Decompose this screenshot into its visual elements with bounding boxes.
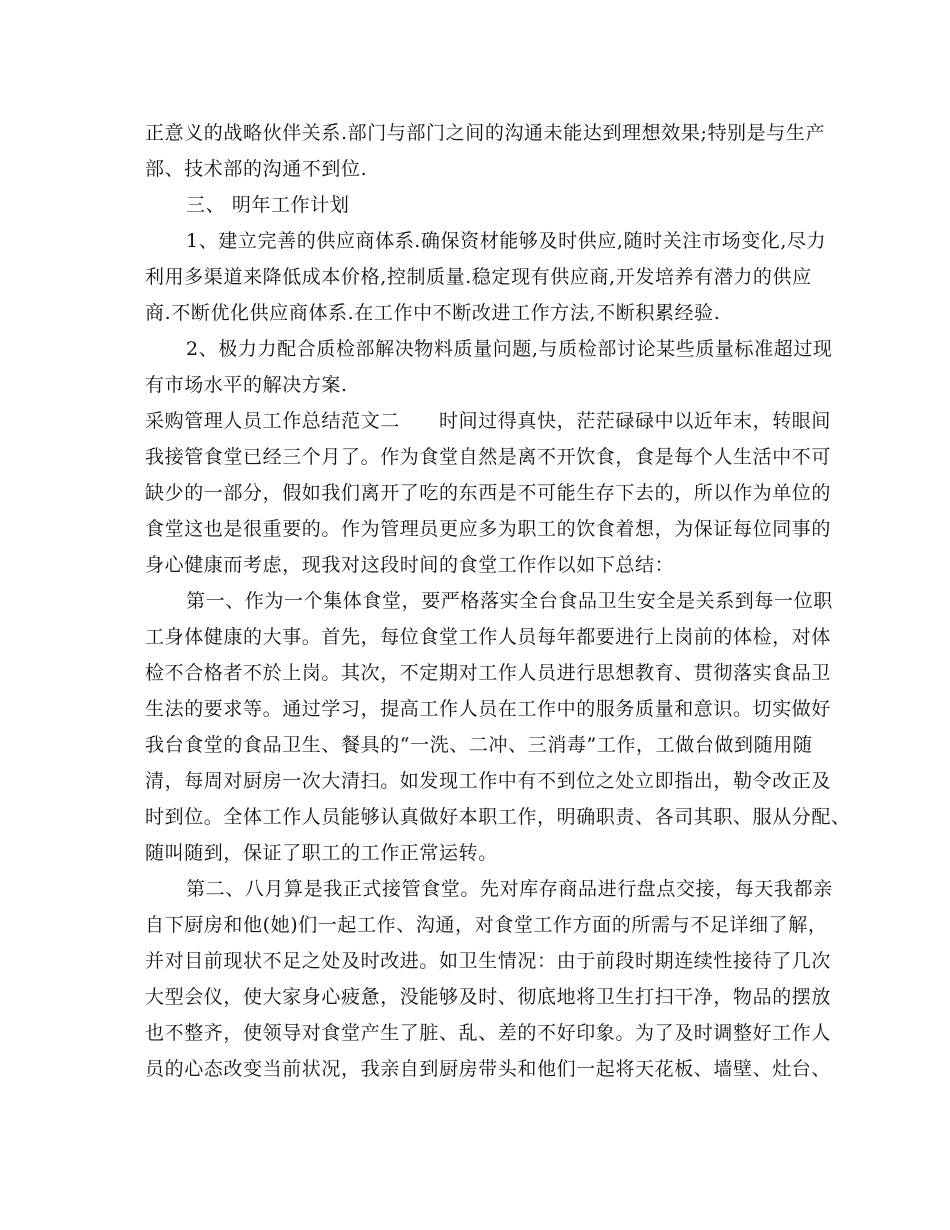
text-line: 1、建立完善的供应商体系.确保资材能够及时供应,随时关注市场变化,尽力 bbox=[186, 230, 827, 252]
text-line: 食堂这也是很重要的。作为管理员更应多为职工的饮食着想，为保证每位同事的 bbox=[145, 518, 832, 540]
text-line: 时到位。全体工作人员能够认真做好本职工作，明确职责、各司其职、服从分配、 bbox=[145, 806, 851, 828]
text-line: 工身体健康的大事。首先，每位食堂工作人员每年都要进行上岗前的体检，对体 bbox=[145, 626, 832, 648]
text-line: 生法的要求等。通过学习，提高工作人员在工作中的服务质量和意识。切实做好 bbox=[145, 698, 832, 720]
text-line: 我台食堂的食品卫生、餐具的“一洗、二冲、三消毒”工作，工做台做到随用随 bbox=[145, 734, 813, 756]
text-line: 第一、作为一个集体食堂，要严格落实全台食品卫生安全是关系到每一位职 bbox=[186, 590, 833, 612]
text-line: 自下厨房和他(她)们一起工作、沟通，对食堂工作方面的所需与不足详细了解， bbox=[145, 914, 828, 936]
text-line: 有市场水平的解决方案. bbox=[145, 374, 348, 396]
text-line: 清，每周对厨房一次大清扫。如发现工作中有不到位之处立即指出，勒令改正及 bbox=[145, 770, 832, 792]
text-line: 商.不断优化供应商体系.在工作中不断改进工作方法,不断积累经验. bbox=[145, 302, 721, 324]
text-line: 缺少的一部分，假如我们离开了吃的东西是不可能生存下去的，所以作为单位的 bbox=[145, 482, 832, 504]
text-line: 正意义的战略伙伴关系.部门与部门之间的沟通未能达到理想效果;特别是与生产 bbox=[145, 122, 826, 144]
text-line: 利用多渠道来降低成本价格,控制质量.稳定现有供应商,开发培养有潜力的供应 bbox=[145, 266, 812, 288]
text-line: 检不合格者不於上岗。其次，不定期对工作人员进行思想教育、贯彻落实食品卫 bbox=[145, 662, 832, 684]
text-line: 并对目前现状不足之处及时改进。如卫生情况：由于前段时期连续性接待了几次 bbox=[145, 950, 832, 972]
text-line: 采购管理人员工作总结范文二 时间过得真快，茫茫碌碌中以近年末，转眼间 bbox=[145, 410, 832, 432]
text-line: 第二、八月算是我正式接管食堂。先对库存商品进行盘点交接，每天我都亲 bbox=[186, 878, 833, 900]
text-line: 员的心态改变当前状况，我亲自到厨房带头和他们一起将天花板、墙壁、灶台、 bbox=[145, 1058, 832, 1080]
text-line: 随叫随到，保证了职工的工作正常运转。 bbox=[145, 842, 498, 864]
section-heading: 三、 明年工作计划 bbox=[186, 194, 350, 216]
text-line: 2、极力力配合质检部解决物料质量问题,与质检部讨论某些质量标准超过现 bbox=[186, 338, 833, 360]
text-line: 身心健康而考虑，现我对这段时间的食堂工作作以如下总结： bbox=[145, 554, 675, 576]
text-line: 也不整齐，使领导对食堂产生了脏、乱、差的不好印象。为了及时调整好工作人 bbox=[145, 1022, 832, 1044]
text-line: 部、技术部的沟通不到位. bbox=[145, 158, 368, 180]
text-line: 我接管食堂已经三个月了。作为食堂自然是离不开饮食，食是每个人生活中不可 bbox=[145, 446, 832, 468]
text-line: 大型会仪，使大家身心疲惫，没能够及时、彻底地将卫生打扫干净，物品的摆放 bbox=[145, 986, 832, 1008]
